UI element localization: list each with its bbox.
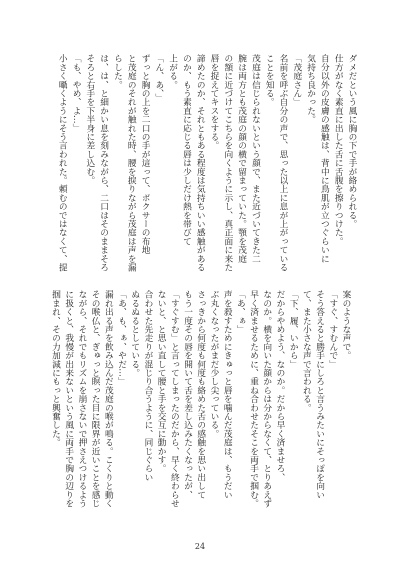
text-line: 気持ち良かった。 — [305, 54, 316, 124]
text-line: ながら、それでもリズムを崩さないで押さえつけるよう — [76, 290, 87, 508]
text-line: 「下、履、いから」 — [288, 290, 299, 369]
text-line: に扱くと、我慢が出来ないという風に両手で胸の辺りを — [63, 290, 74, 508]
text-line: らした。 — [112, 54, 123, 89]
text-line: 自分以外の皮膚の感触は、背中に鳥肌が立つぐらいに — [319, 54, 330, 263]
text-line: ことを知る。 — [264, 54, 275, 107]
text-line: 「すぐ、すむんで」 — [327, 290, 338, 369]
text-line: 声を殺すためにきゅっと唇を噛んだ茂庭は、もうだい — [222, 290, 233, 499]
text-line: は、は、と細かい息を刻みながら、二口はそのままそろ — [98, 54, 109, 272]
text-line: 早く済ませるために、重ね合わせたそこを両手で掴む。 — [248, 290, 259, 508]
text-line: そろと右手を下半身に差し込む。 — [84, 54, 95, 185]
text-line: ないと、と思い直して腰と手を交互に動かす。 — [156, 290, 167, 473]
text-line: さっきから何度も何度も絡めた舌の感触を思い出して — [195, 290, 206, 499]
text-line: 茂庭は信じられないという顔で、また近づいてきた二 — [250, 54, 261, 263]
text-line: 「も、やめ、よ…」 — [71, 54, 82, 133]
page-number: 24 — [194, 542, 206, 551]
text-line: もう一度その唇を開いて舌を差し込みたくなったが、 — [182, 290, 193, 499]
text-line: て、また小さな声で言われる。 — [301, 290, 312, 412]
text-line: 上がる。 — [167, 54, 178, 89]
text-line: 「すぐすむ」と言ってしまったのだから、早く終わらせ — [169, 290, 180, 508]
text-line: 「茂庭さん」 — [291, 54, 302, 107]
lower-text-section — [46, 290, 352, 512]
text-line: なのか。横を向いた顔からは分からなくて、とりあえず — [261, 290, 272, 508]
text-line: 「ん、あ、」 — [153, 54, 164, 102]
text-line: ダメだという風に胸の下で手が絡められる。 — [347, 54, 357, 228]
text-line: 「あ、も、ぁ、やだ…」 — [116, 290, 127, 386]
text-line: ぶ丸くなったがまだ少し尖っている。 — [208, 290, 219, 438]
text-line: 唇を捉えてキスをする。 — [209, 54, 220, 150]
text-line: 小さく囁くようにそう言われた。頼むのではなくて、提 — [57, 54, 68, 272]
text-line: 諦めたのか、それともある程度は気持ちいい感触がある — [195, 54, 206, 272]
text-line: 「あ、ぁ」 — [235, 290, 246, 334]
text-line: 合わせた先走りが混じり合うように、同じぐらい — [142, 290, 153, 482]
text-line: ずっと胸の上を二口の手が這って、ボクサーの布地 — [140, 54, 151, 255]
text-line: ぬるぬるとしている。 — [129, 290, 140, 377]
text-line: 名前を呼ぶ自分の声で、思った以上に息が上がっている — [278, 54, 289, 272]
text-line: のか、もう素直に応じる唇は少しだけ熱を帯びて — [181, 54, 192, 246]
text-line: 仕方がなく素直に出した舌に舌腹を擦りつけた。 — [333, 54, 344, 246]
text-line: その喉仏と、ぎゅっと瞑った目に限界が近いことを感じ — [90, 290, 101, 508]
upper-text-section — [52, 54, 358, 276]
text-line: 漏れ出る声を飲み込んだ茂庭の喉が鳴る。こくりと動く — [103, 290, 114, 508]
text-line: だからやめよう、なのか。だから早く済ませろ、 — [274, 290, 285, 482]
text-line: 腕は両方とも茂庭の顔の横で留まっていた。顎を茂庭 — [236, 54, 247, 263]
text-line: 掴まれ、その力加減にもっと興奮した。 — [50, 290, 61, 447]
text-line: の額に近づけてこちらを向くように示し、真正面に来た — [222, 54, 233, 272]
text-line: 案のような声で。 — [341, 290, 351, 360]
text-line: と茂庭のそれが触れた時、腰を捩りながら茂庭は声を漏 — [126, 54, 137, 272]
text-line: そう答えると勝手にしろと言うみたいにそっぽを向い — [314, 290, 325, 499]
